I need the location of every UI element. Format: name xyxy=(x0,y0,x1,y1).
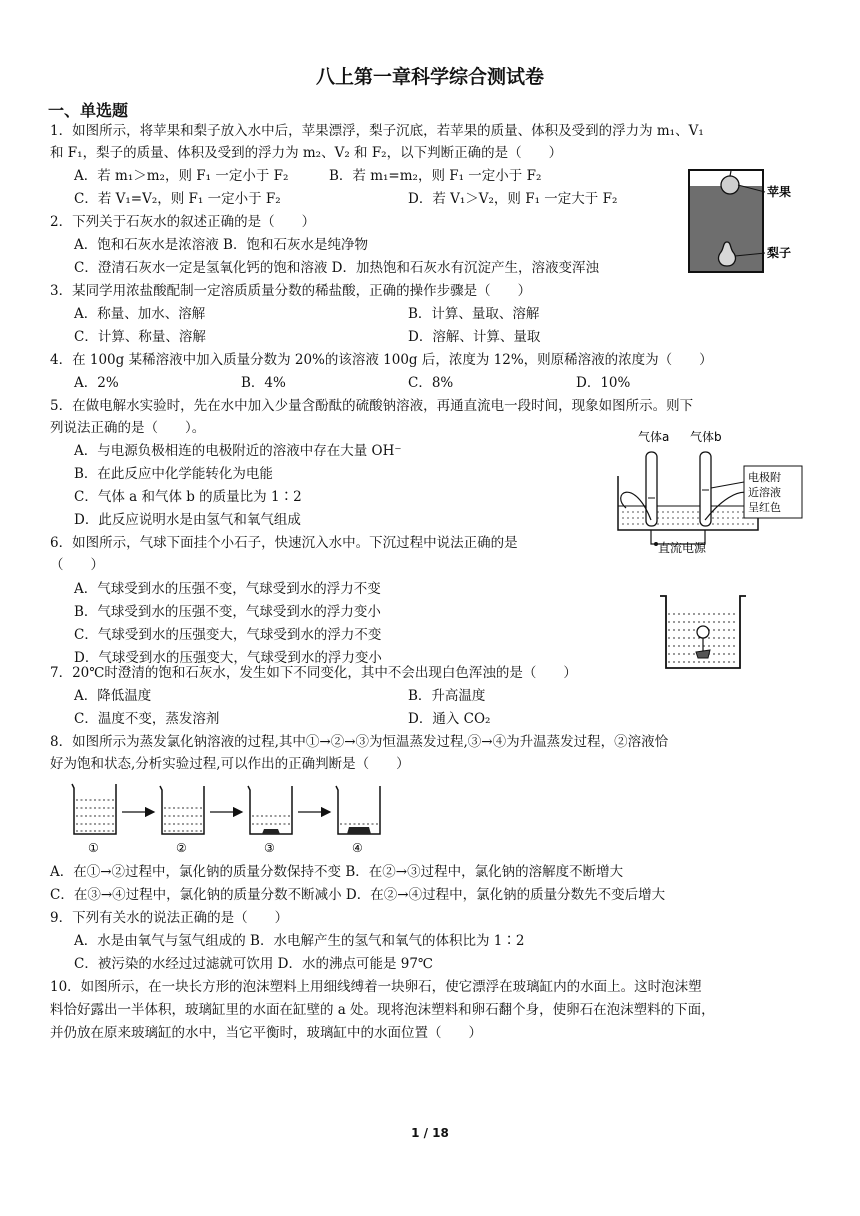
q2-options-ab: A．饱和石灰水是浓溶液 B．饱和石灰水是纯净物 xyxy=(74,237,368,253)
q6-option-a: A．气球受到水的压强不变，气球受到水的浮力不变 xyxy=(74,581,381,597)
q7-stem: 7．20℃时澄清的饱和石灰水，发生如下不同变化，其中不会出现白色浑浊的是（ ） xyxy=(50,665,577,681)
q5-line-1: 5．在做电解水实验时，先在水中加入少量含酚酞的硫酸钠溶液，再通直流电一段时间，现象如图所示。则下 xyxy=(50,398,694,414)
beaker-3 xyxy=(248,786,292,834)
q5-option-a: A．与电源负极相连的电极附近的溶液中存在大量 OH⁻ xyxy=(74,443,402,459)
note-line-3: 呈红色 xyxy=(748,501,781,514)
q6-option-b: B．气球受到水的压强不变，气球受到水的浮力变小 xyxy=(74,604,381,620)
stone-shape xyxy=(696,650,710,658)
q5-option-b: B．在此反应中化学能转化为电能 xyxy=(74,466,273,482)
q6-line-2: （ ） xyxy=(50,557,104,573)
q10-line-3: 并仍放在原来玻璃缸的水中，当它平衡时，玻璃缸中的水面位置（ ） xyxy=(50,1025,482,1041)
pear-label: 梨子 xyxy=(767,246,792,260)
q4-option-c: C．8% xyxy=(408,375,454,391)
q10-line-2: 料恰好露出一半体积，玻璃缸里的水面在缸壁的 a 处。现将泡沫塑料和卵石翻个身，使卵石在泡沫塑料的下面， xyxy=(50,1002,715,1018)
q5-option-c: C．气体 a 和气体 b 的质量比为 1∶2 xyxy=(74,489,302,505)
q5-option-d: D．此反应说明水是由氢气和氧气组成 xyxy=(74,512,301,528)
q6-line-1: 6．如图所示，气球下面挂个小石子，快速沉入水中。下沉过程中说法正确的是 xyxy=(50,535,518,551)
q3-option-d: D．溶解、计算、量取 xyxy=(408,329,541,345)
q3-option-a: A．称量、加水、溶解 xyxy=(74,306,206,322)
q1-option-c: C．若 V₁=V₂，则 F₁ 一定小于 F₂ xyxy=(74,191,281,207)
q6-option-c: C．气球受到水的压强变大，气球受到水的浮力不变 xyxy=(74,627,382,643)
evaporation-process-figure xyxy=(66,778,396,858)
q9-stem: 9．下列有关水的说法正确的是（ ） xyxy=(50,910,289,926)
q1-option-d: D．若 V₁＞V₂，则 F₁ 一定大于 F₂ xyxy=(408,191,618,207)
apple-label: 苹果 xyxy=(767,185,792,199)
q6-option-d: D．气球受到水的压强变大，气球受到水的浮力变小 xyxy=(74,650,382,666)
q7-option-c: C．温度不变，蒸发溶剂 xyxy=(74,711,220,727)
electrolysis-figure xyxy=(608,428,808,556)
beaker-4-label: ④ xyxy=(352,841,363,855)
beaker-2 xyxy=(160,786,204,834)
page-number: 1 / 18 xyxy=(411,1126,449,1140)
q7-option-b: B．升高温度 xyxy=(408,688,486,704)
q7-option-d: D．通入 CO₂ xyxy=(408,711,491,727)
q1-option-a: A．若 m₁＞m₂，则 F₁ 一定小于 F₂ xyxy=(74,168,289,184)
beaker-4 xyxy=(336,786,380,834)
power-label: 直流电源 xyxy=(658,541,707,555)
beaker-1 xyxy=(72,784,116,834)
q3-stem: 3．某同学用浓盐酸配制一定溶质质量分数的稀盐酸，正确的操作步骤是（ ） xyxy=(50,283,532,299)
q1-line-2: 和 F₁，梨子的质量、体积及受到的浮力为 m₂、V₂ 和 F₂，以下判断正确的是（ ） xyxy=(50,145,563,161)
q2-options-cd: C．澄清石灰水一定是氢氧化钙的饱和溶液 D．加热饱和石灰水有沉淀产生，溶液变浑浊 xyxy=(74,260,599,276)
q8-line-1: 8．如图所示为蒸发氯化钠溶液的过程,其中①→②→③为恒温蒸发过程,③→④为升温蒸发过程，②溶液恰 xyxy=(50,734,669,750)
q10-line-1: 10．如图所示，在一块长方形的泡沫塑料上用细线缚着一块卵石，使它漂浮在玻璃缸内的水面上。这时泡沫塑 xyxy=(50,979,702,995)
q1-option-b: B．若 m₁=m₂，则 F₁ 一定小于 F₂ xyxy=(329,168,542,184)
q9-options-cd: C．被污染的水经过过滤就可饮用 D．水的沸点可能是 97℃ xyxy=(74,956,434,972)
apple-pear-beaker-figure xyxy=(683,160,813,278)
q3-option-b: B．计算、量取、溶解 xyxy=(408,306,540,322)
gas-b-label: 气体b xyxy=(690,430,722,444)
beaker-3-label: ③ xyxy=(264,841,275,855)
q4-option-a: A．2% xyxy=(74,375,119,391)
apple-shape xyxy=(721,176,739,194)
q3-option-c: C．计算、称量、溶解 xyxy=(74,329,206,345)
gas-a-label: 气体a xyxy=(638,430,670,444)
q7-option-a: A．降低温度 xyxy=(74,688,152,704)
test-tube-a xyxy=(646,452,657,526)
note-line-2: 近溶液 xyxy=(748,486,781,499)
section-heading: 一、单选题 xyxy=(48,101,129,120)
balloon-beaker-figure xyxy=(656,592,752,672)
q8-options-cd: C．在③→④过程中，氯化钠的质量分数不断减小 D．在②→④过程中，氯化钠的质量分数先不变后增大 xyxy=(50,887,666,903)
beaker-2-label: ② xyxy=(176,841,187,855)
beaker-1-label: ① xyxy=(88,841,99,855)
q8-options-ab: A．在①→②过程中，氯化钠的质量分数保持不变 B．在②→③过程中，氯化钠的溶解度不断增大 xyxy=(50,864,624,880)
q4-option-d: D．10% xyxy=(576,375,631,391)
q4-stem: 4．在 100g 某稀溶液中加入质量分数为 20%的该溶液 100g 后，浓度为 12%，则原稀溶液的浓度为（ ） xyxy=(50,352,713,368)
q2-stem: 2．下列关于石灰水的叙述正确的是（ ） xyxy=(50,214,316,230)
q4-option-b: B．4% xyxy=(241,375,286,391)
q1-line-1: 1．如图所示，将苹果和梨子放入水中后，苹果漂浮，梨子沉底，若苹果的质量、体积及受到的浮力为 m₁、V₁ xyxy=(50,123,704,139)
page-title: 八上第一章科学综合测试卷 xyxy=(315,66,544,88)
q8-line-2: 好为饱和状态,分析实验过程,可以作出的正确判断是（ ） xyxy=(50,756,410,772)
balloon-shape xyxy=(697,626,709,638)
q9-options-ab: A．水是由氧气与氢气组成的 B．水电解产生的氢气和氧气的体积比为 1∶2 xyxy=(74,933,525,949)
note-line-1: 电极附 xyxy=(748,471,781,484)
q5-line-2: 列说法正确的是（ ）。 xyxy=(50,420,206,436)
